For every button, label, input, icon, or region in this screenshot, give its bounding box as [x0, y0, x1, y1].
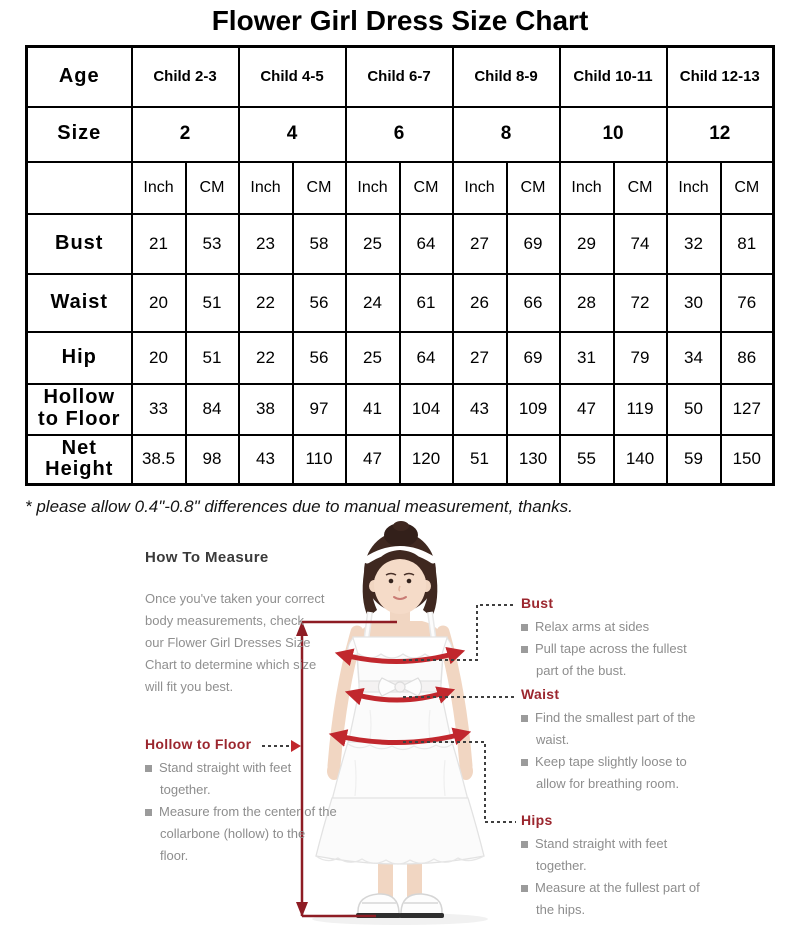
- unit-header-cell: CM: [507, 162, 560, 214]
- unit-header-cell: Inch: [132, 162, 186, 214]
- measurement-value-cell: 84: [186, 384, 239, 435]
- measurement-value-cell: 51: [186, 332, 239, 384]
- bust-annotation: [521, 595, 707, 682]
- measurement-value-cell: 22: [239, 332, 293, 384]
- measurement-value-cell: 56: [293, 274, 346, 332]
- size-chart-body: [27, 47, 774, 485]
- measurement-value-cell: 98: [186, 435, 239, 485]
- size-label-cell: Size: [27, 107, 132, 162]
- measurement-value-cell: 110: [293, 435, 346, 485]
- measurement-value-cell: 69: [507, 214, 560, 274]
- measurement-row: [27, 332, 774, 384]
- measurement-value-cell: 24: [346, 274, 400, 332]
- unit-header-cell: CM: [293, 162, 346, 214]
- measurement-note: * please allow 0.4"-0.8" differences due to manual measurement, thanks.: [25, 497, 573, 516]
- page-title: Flower Girl Dress Size Chart: [211, 5, 589, 36]
- measurement-label-cell: Hip: [27, 332, 132, 384]
- unit-header-cell: CM: [400, 162, 453, 214]
- measurement-value-cell: 86: [721, 332, 774, 384]
- measurement-label-cell: Bust: [27, 214, 132, 274]
- hollow-to-floor-tips: [145, 757, 337, 867]
- how-to-measure-heading: How To Measure: [145, 549, 269, 566]
- measure-tip: Stand straight with feet together.: [145, 757, 337, 801]
- measurement-value-cell: 31: [560, 332, 614, 384]
- size-header-cell: 12: [667, 107, 774, 162]
- measurement-value-cell: 81: [721, 214, 774, 274]
- unit-header-cell: Inch: [560, 162, 614, 214]
- measurement-value-cell: 56: [293, 332, 346, 384]
- measurement-value-cell: 38: [239, 384, 293, 435]
- age-header-cell: Child 4-5: [239, 47, 346, 107]
- measurement-value-cell: 79: [614, 332, 667, 384]
- measurement-value-cell: 64: [400, 332, 453, 384]
- hollow-to-floor-annotation: [145, 736, 337, 867]
- measurement-value-cell: 55: [560, 435, 614, 485]
- unit-header-cell: Inch: [239, 162, 293, 214]
- waist-tips: [521, 707, 707, 795]
- unit-header-cell: Inch: [453, 162, 507, 214]
- measurement-value-cell: 72: [614, 274, 667, 332]
- measurement-value-cell: 150: [721, 435, 774, 485]
- measurement-value-cell: 130: [507, 435, 560, 485]
- measurement-value-cell: 30: [667, 274, 721, 332]
- size-header-cell: 10: [560, 107, 667, 162]
- measurement-label-cell: Waist: [27, 274, 132, 332]
- measurement-value-cell: 119: [614, 384, 667, 435]
- measure-intro: Once you've taken your correct body measurements, check our Flower Girl Dresses Size Chart to determine which size will fit you best.: [145, 591, 325, 694]
- size-header-cell: 6: [346, 107, 453, 162]
- measurement-value-cell: 28: [560, 274, 614, 332]
- flower-girl-illustration: [312, 521, 488, 925]
- size-header-cell: 2: [132, 107, 239, 162]
- measurement-label-cell: Hollow to Floor: [27, 384, 132, 435]
- unit-header-cell: CM: [186, 162, 239, 214]
- measure-tip: Pull tape across the fullest part of the bust.: [521, 638, 707, 682]
- measurement-row: [27, 435, 774, 485]
- unit-header-cell: Inch: [346, 162, 400, 214]
- measurement-value-cell: 53: [186, 214, 239, 274]
- hips-tips: [521, 833, 707, 921]
- measurement-value-cell: 27: [453, 214, 507, 274]
- size-row: [27, 107, 774, 162]
- measurement-value-cell: 76: [721, 274, 774, 332]
- measurement-value-cell: 23: [239, 214, 293, 274]
- unit-header-cell: CM: [721, 162, 774, 214]
- measurement-value-cell: 47: [560, 384, 614, 435]
- measure-tip: Measure at the fullest part of the hips.: [521, 877, 707, 921]
- measurement-value-cell: 26: [453, 274, 507, 332]
- age-label-cell: Age: [27, 47, 132, 107]
- age-header-cell: Child 6-7: [346, 47, 453, 107]
- hollow-to-floor-label: Hollow to Floor: [145, 736, 252, 752]
- measurement-value-cell: 58: [293, 214, 346, 274]
- measurement-value-cell: 140: [614, 435, 667, 485]
- measurement-value-cell: 120: [400, 435, 453, 485]
- age-header-cell: Child 2-3: [132, 47, 239, 107]
- measurement-row: [27, 214, 774, 274]
- measurement-value-cell: 21: [132, 214, 186, 274]
- measurement-row: [27, 384, 774, 435]
- measure-tip: Relax arms at sides: [521, 616, 707, 638]
- bust-tips: [521, 616, 707, 682]
- measurement-value-cell: 97: [293, 384, 346, 435]
- unit-row: [27, 162, 774, 214]
- measurement-value-cell: 74: [614, 214, 667, 274]
- measurement-value-cell: 104: [400, 384, 453, 435]
- unit-spacer-cell: [27, 162, 132, 214]
- age-header-cell: Child 10-11: [560, 47, 667, 107]
- measurement-value-cell: 59: [667, 435, 721, 485]
- measurement-value-cell: 64: [400, 214, 453, 274]
- size-header-cell: 8: [453, 107, 560, 162]
- measurement-value-cell: 34: [667, 332, 721, 384]
- waist-annotation: [521, 686, 707, 795]
- measurement-value-cell: 20: [132, 274, 186, 332]
- measurement-value-cell: 50: [667, 384, 721, 435]
- measurement-value-cell: 29: [560, 214, 614, 274]
- measurement-value-cell: 41: [346, 384, 400, 435]
- measurement-value-cell: 51: [186, 274, 239, 332]
- measurement-value-cell: 51: [453, 435, 507, 485]
- hips-label: Hips: [521, 812, 553, 828]
- measurement-value-cell: 43: [239, 435, 293, 485]
- measurement-value-cell: 20: [132, 332, 186, 384]
- measure-tip: Find the smallest part of the waist.: [521, 707, 707, 751]
- age-row: [27, 47, 774, 107]
- unit-header-cell: CM: [614, 162, 667, 214]
- measure-tip: Keep tape slightly loose to allow for breathing room.: [521, 751, 707, 795]
- bust-label: Bust: [521, 595, 554, 611]
- measurement-row: [27, 274, 774, 332]
- measurement-value-cell: 33: [132, 384, 186, 435]
- measurement-value-cell: 32: [667, 214, 721, 274]
- size-header-cell: 4: [239, 107, 346, 162]
- waist-label: Waist: [521, 686, 560, 702]
- measurement-value-cell: 27: [453, 332, 507, 384]
- measurement-value-cell: 25: [346, 214, 400, 274]
- measurement-value-cell: 22: [239, 274, 293, 332]
- measurement-value-cell: 38.5: [132, 435, 186, 485]
- measurement-value-cell: 61: [400, 274, 453, 332]
- hips-annotation: [521, 812, 707, 921]
- measurement-value-cell: 25: [346, 332, 400, 384]
- measurement-label-cell: Net Height: [27, 435, 132, 485]
- size-chart-table: [25, 45, 775, 486]
- measurement-value-cell: 127: [721, 384, 774, 435]
- age-header-cell: Child 12-13: [667, 47, 774, 107]
- unit-header-cell: Inch: [667, 162, 721, 214]
- measurement-value-cell: 69: [507, 332, 560, 384]
- measurement-value-cell: 47: [346, 435, 400, 485]
- measurement-value-cell: 66: [507, 274, 560, 332]
- measurement-value-cell: 109: [507, 384, 560, 435]
- measure-tip: Stand straight with feet together.: [521, 833, 707, 877]
- measure-tip: Measure from the center of the collarbone (hollow) to the floor.: [145, 801, 337, 867]
- age-header-cell: Child 8-9: [453, 47, 560, 107]
- measurement-value-cell: 43: [453, 384, 507, 435]
